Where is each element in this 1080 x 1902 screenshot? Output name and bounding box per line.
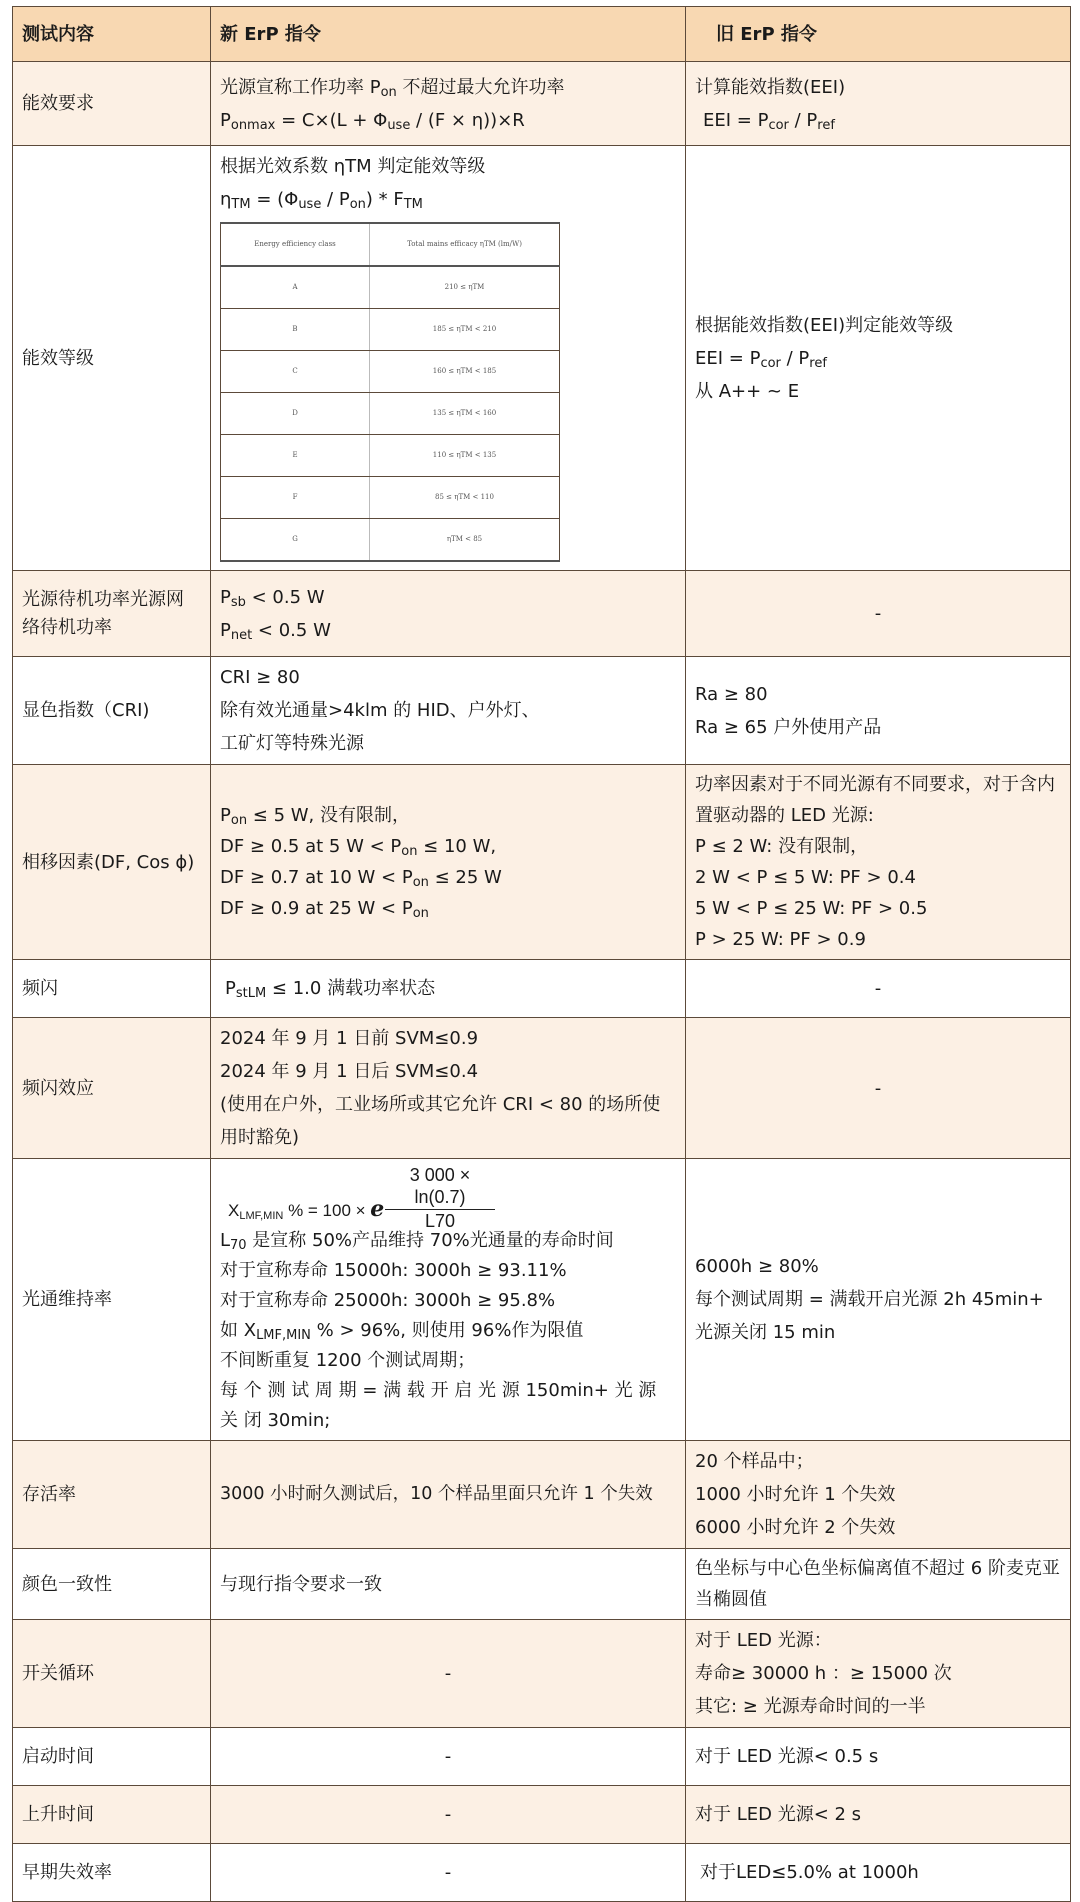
cell-new: 与现行指令要求一致 bbox=[211, 1549, 686, 1620]
cell-new: $P_{stLM} \le 1.0$ 满载功率状态 bbox=[211, 960, 686, 1018]
ee-class: D bbox=[221, 393, 370, 435]
cell-old: 20 个样品中； 1000 小时允许 1 个失效 6000 小时允许 2 个失效 bbox=[686, 1441, 1071, 1549]
cell-new: 光源宣称工作功率 $P_{on}$ 不超过最大允许功率 $P_{onmax} = C\times(L + \Phi_{use} / (F \times \eta))\times R$ bbox=[211, 62, 686, 146]
cell-new: $P_{on} \le 5$ W, 没有限制， DF ≥ 0.5 at 5 $W < P_{on} \le 10$ W, DF ≥ 0.7 at 10 $W < P_{on} \le 25$ W DF ≥ 0.9 at 25 $W < P_{on}$ bbox=[211, 765, 686, 960]
row-label: 光通维持率 bbox=[13, 1159, 211, 1441]
ee-range: 135 ≤ ηTM < 160 bbox=[370, 393, 560, 435]
table-row bbox=[13, 1159, 1071, 1441]
row-label: 存活率 bbox=[13, 1441, 211, 1549]
table-row bbox=[13, 1844, 1071, 1902]
table-row bbox=[13, 765, 1071, 960]
ee-class: A bbox=[221, 266, 370, 309]
erp-comparison-table bbox=[12, 6, 1071, 1902]
cell-old: - bbox=[686, 1018, 1071, 1159]
row-label: 开关循环 bbox=[13, 1620, 211, 1728]
ee-class: F bbox=[221, 477, 370, 519]
ee-range: 85 ≤ ηTM < 110 bbox=[370, 477, 560, 519]
cell-new: - bbox=[211, 1786, 686, 1844]
cell-old: - bbox=[686, 571, 1071, 657]
cell-new: - bbox=[211, 1728, 686, 1786]
ee-range: ηTM < 85 bbox=[370, 519, 560, 562]
table-row bbox=[13, 146, 1071, 571]
lumen-maintenance-formula: $X_{LMF,MIN}$ % = 100 × e $\frac{3 000 \times \ln(0.7)}{L70}$ bbox=[220, 1164, 676, 1226]
row-label: 相移因素(DF, Cos ɸ) bbox=[13, 765, 211, 960]
cell-new: 2024 年 9 月 1 日前 SVM≤0.9 2024 年 9 月 1 日后 SVM≤0.4 (使用在户外，工业场所或其它允许 CRI < 80 的场所使用时豁免) bbox=[211, 1018, 686, 1159]
header-old-erp: 旧 ErP 指令 bbox=[686, 7, 1071, 62]
cell-old: 色坐标与中心色坐标偏离值不超过 6 阶麦克亚当椭圆值 bbox=[686, 1549, 1071, 1620]
row-label: 上升时间 bbox=[13, 1786, 211, 1844]
ee-class: G bbox=[221, 519, 370, 562]
table-row bbox=[13, 62, 1071, 146]
cell-old: 对于 LED 光源< 2 s bbox=[686, 1786, 1071, 1844]
cell-old: 根据能效指数(EEI)判定能效等级 EEI = $P_{cor} / P_{ref}$ 从 A++ ~ E bbox=[686, 146, 1071, 571]
ee-class: E bbox=[221, 435, 370, 477]
cell-new: - bbox=[211, 1844, 686, 1902]
cell-old: 计算能效指数(EEI) EEI = $P_{cor} / P_{ref}$ bbox=[686, 62, 1071, 146]
table-row bbox=[13, 1728, 1071, 1786]
table-row bbox=[13, 657, 1071, 765]
ee-range: 160 ≤ ηTM < 185 bbox=[370, 351, 560, 393]
cell-new: 3000 小时耐久测试后，10 个样品里面只允许 1 个失效 bbox=[211, 1441, 686, 1549]
cell-old: 对于 LED 光源< 0.5 s bbox=[686, 1728, 1071, 1786]
table-row bbox=[13, 1620, 1071, 1728]
table-row bbox=[13, 1018, 1071, 1159]
ee-range: 210 ≤ ηTM bbox=[370, 266, 560, 309]
cell-old: 对于 LED 光源： 寿命≥ 30000 h ：≥ 15000 次 其它: ≥ 光源寿命时间的一半 bbox=[686, 1620, 1071, 1728]
ee-class: C bbox=[221, 351, 370, 393]
header-test-content: 测试内容 bbox=[13, 7, 211, 62]
table-row bbox=[13, 1786, 1071, 1844]
row-label: 能效要求 bbox=[13, 62, 211, 146]
ee-head-efficacy: Total mains efficacy ηTM (lm/W) bbox=[370, 223, 560, 266]
cell-new: - bbox=[211, 1620, 686, 1728]
ee-class: B bbox=[221, 309, 370, 351]
ee-range: 110 ≤ ηTM < 135 bbox=[370, 435, 560, 477]
cell-old: Ra ≥ 80 Ra ≥ 65 户外使用产品 bbox=[686, 657, 1071, 765]
row-label: 频闪 bbox=[13, 960, 211, 1018]
row-label: 颜色一致性 bbox=[13, 1549, 211, 1620]
table-row bbox=[13, 1441, 1071, 1549]
cell-new: $X_{LMF,MIN}$ % = 100 × e $\frac{3 000 \times \ln(0.7)}{L70}$ $L_{70}$ 是宣称 50%产品维持 70%光通量的寿命时间 对于宣称寿命 15000h: 3000h ≥ 93.11% 对于宣称寿命 25000h: 3000h ≥ 95.8% 如 $X_{LMF,MIN}$ % > 96%, 则使用 96%作为限值 不间断重复 1200 个测试周期； 每 个 测 试 周 期 = 满 载 开 启 光 源 150min+ 光 源 关 闭 30min; bbox=[211, 1159, 686, 1441]
row-label: 启动时间 bbox=[13, 1728, 211, 1786]
cell-old: - bbox=[686, 960, 1071, 1018]
ee-range: 185 ≤ ηTM < 210 bbox=[370, 309, 560, 351]
table-row bbox=[13, 960, 1071, 1018]
row-label: 能效等级 bbox=[13, 146, 211, 571]
cell-old: 对于LED≤5.0% at 1000h bbox=[686, 1844, 1071, 1902]
header-new-erp: 新 ErP 指令 bbox=[211, 7, 686, 62]
row-label: 光源待机功率光源网络待机功率 bbox=[13, 571, 211, 657]
ee-head-class: Energy efficiency class bbox=[221, 223, 370, 266]
row-label: 显色指数（CRI) bbox=[13, 657, 211, 765]
row-label: 早期失效率 bbox=[13, 1844, 211, 1902]
table-row bbox=[13, 1549, 1071, 1620]
cell-new: 根据光效系数 ηTM 判定能效等级 $\eta_{TM} = (\Phi_{use} / P_{on}) * F_{TM}$ Energy efficiency class Total mains efficacy ηTM (lm/W) A 210 ≤ ηTM B 185 ≤ ηTM < 210 C 160 ≤ ηTM < 185 D 135 ≤ ηTM < 160 E 110 ≤ ηTM < 135 F 85 ≤ ηTM < 110 G ηTM < 85 bbox=[211, 146, 686, 571]
row-label: 频闪效应 bbox=[13, 1018, 211, 1159]
cell-old: 功率因素对于不同光源有不同要求，对于含内置驱动器的 LED 光源: P ≤ 2 W: 没有限制， 2 W < P ≤ 5 W: PF > 0.4 5 W < P ≤ 25 W: PF > 0.5 P > 25 W: PF > 0.9 bbox=[686, 765, 1071, 960]
cell-new: CRI ≥ 80 除有效光通量>4klm 的 HID、户外灯、 工矿灯等特殊光源 bbox=[211, 657, 686, 765]
efficiency-class-table bbox=[220, 222, 560, 562]
cell-old: 6000h ≥ 80% 每个测试周期 = 满载开启光源 2h 45min+ 光源关闭 15 min bbox=[686, 1159, 1071, 1441]
table-row bbox=[13, 571, 1071, 657]
table-header-row bbox=[13, 7, 1071, 62]
cell-new: $P_{sb} < 0.5$ W $P_{net} < 0.5$ W bbox=[211, 571, 686, 657]
comparison-table-wrapper bbox=[12, 6, 1070, 1902]
